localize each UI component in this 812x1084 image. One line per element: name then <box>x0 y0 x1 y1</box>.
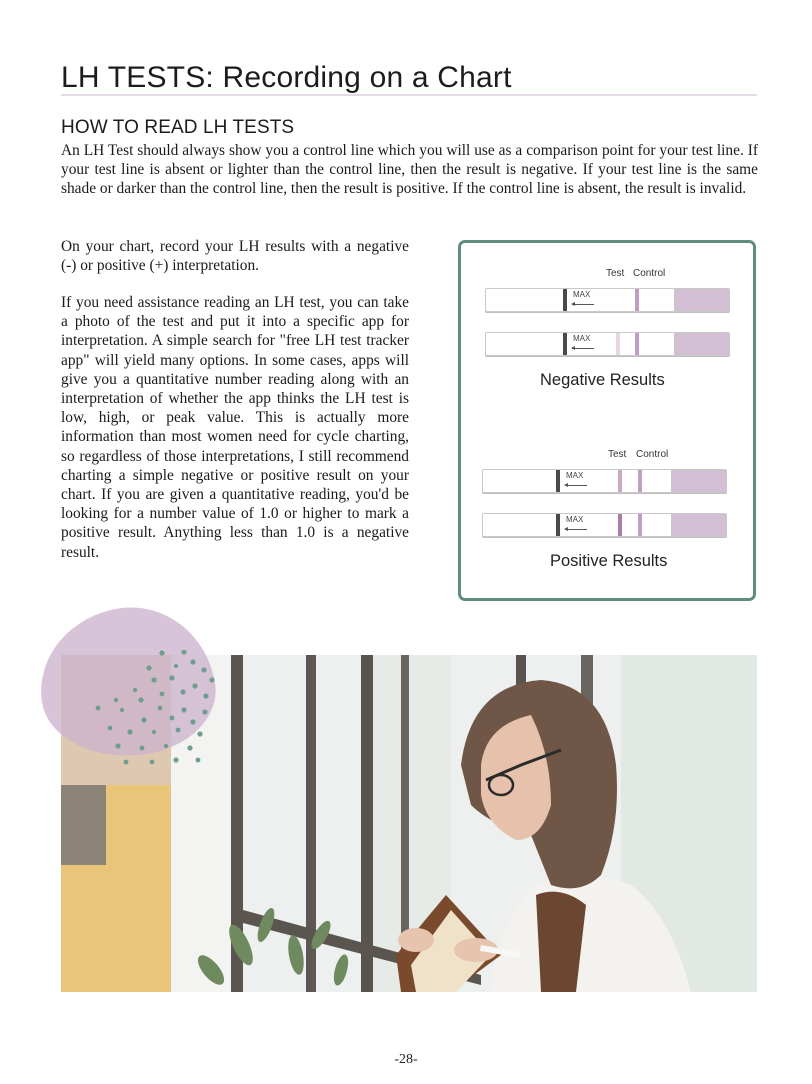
decorative-dots <box>80 650 220 770</box>
section-heading: HOW TO READ LH TESTS <box>61 117 295 138</box>
max-bar <box>556 470 560 492</box>
positive-control-label: Control <box>636 449 669 460</box>
control-line <box>635 333 639 355</box>
negative-control-label: Control <box>633 268 666 279</box>
shelf-binders <box>61 785 106 865</box>
positive-strip-2 <box>482 513 727 537</box>
max-bar <box>563 289 567 311</box>
window-frame <box>361 655 373 992</box>
positive-test-label: Test <box>608 449 627 460</box>
negative-test-label: Test <box>606 268 625 279</box>
negative-strip-1 <box>485 288 730 312</box>
arrow-left-icon <box>565 485 587 486</box>
strip-handle <box>671 470 726 492</box>
arrow-left-icon <box>572 304 594 305</box>
positive-caption: Positive Results <box>550 552 668 570</box>
title-divider <box>61 94 757 96</box>
control-line <box>638 470 642 492</box>
positive-strip-1 <box>482 469 727 493</box>
page-title: LH TESTS: Recording on a Chart <box>61 61 512 94</box>
test-line-faint <box>616 333 620 355</box>
strip-handle <box>674 289 729 311</box>
left-hand <box>398 928 434 952</box>
arrow-left-icon <box>572 348 594 349</box>
arrow-left-icon <box>565 529 587 530</box>
apps-paragraph: If you need assistance reading an LH test, you can take a photo of the test and put it into a specific app for interpretation. A simple search for "free LH test tracker app" will yield many options. In some cases, apps will give you a quantitative number reading along with an interpretation of whether the app thinks the LH test is low, high, or peak value. This is actually more information than most women need for cycle charting, so regardless of those interpretations, I still recommend charting a simple negative or positive result on your chart. If you are given a quantitative reading, you'd be looking for a number value of 1.0 or higher to mark a positive result. Anything less than 1.0 is a negative result. <box>61 294 409 561</box>
control-line <box>635 289 639 311</box>
test-line-dark <box>618 514 622 536</box>
max-bar <box>563 333 567 355</box>
intro-paragraph: An LH Test should always show you a control line which you will use as a comparison point for your test line. If your test line is absent or lighter than the control line, then the result is negative. If your test line is the same shade or darker than the control line, then the result is positive. If the control line is absent, the result is invalid. <box>61 142 758 198</box>
record-paragraph: On your chart, record your LH results with a negative (-) or positive (+) interpretation. <box>61 238 409 275</box>
lh-test-figure <box>458 240 756 601</box>
negative-strip-2 <box>485 332 730 356</box>
max-bar <box>556 514 560 536</box>
strip-handle <box>671 514 726 536</box>
max-label: MAX <box>566 471 584 480</box>
max-label: MAX <box>573 290 591 299</box>
strip-handle <box>674 333 729 355</box>
max-label: MAX <box>566 515 584 524</box>
test-line <box>618 470 622 492</box>
page-number: -28- <box>394 1052 418 1067</box>
control-line <box>638 514 642 536</box>
negative-caption: Negative Results <box>540 371 665 389</box>
max-label: MAX <box>573 334 591 343</box>
